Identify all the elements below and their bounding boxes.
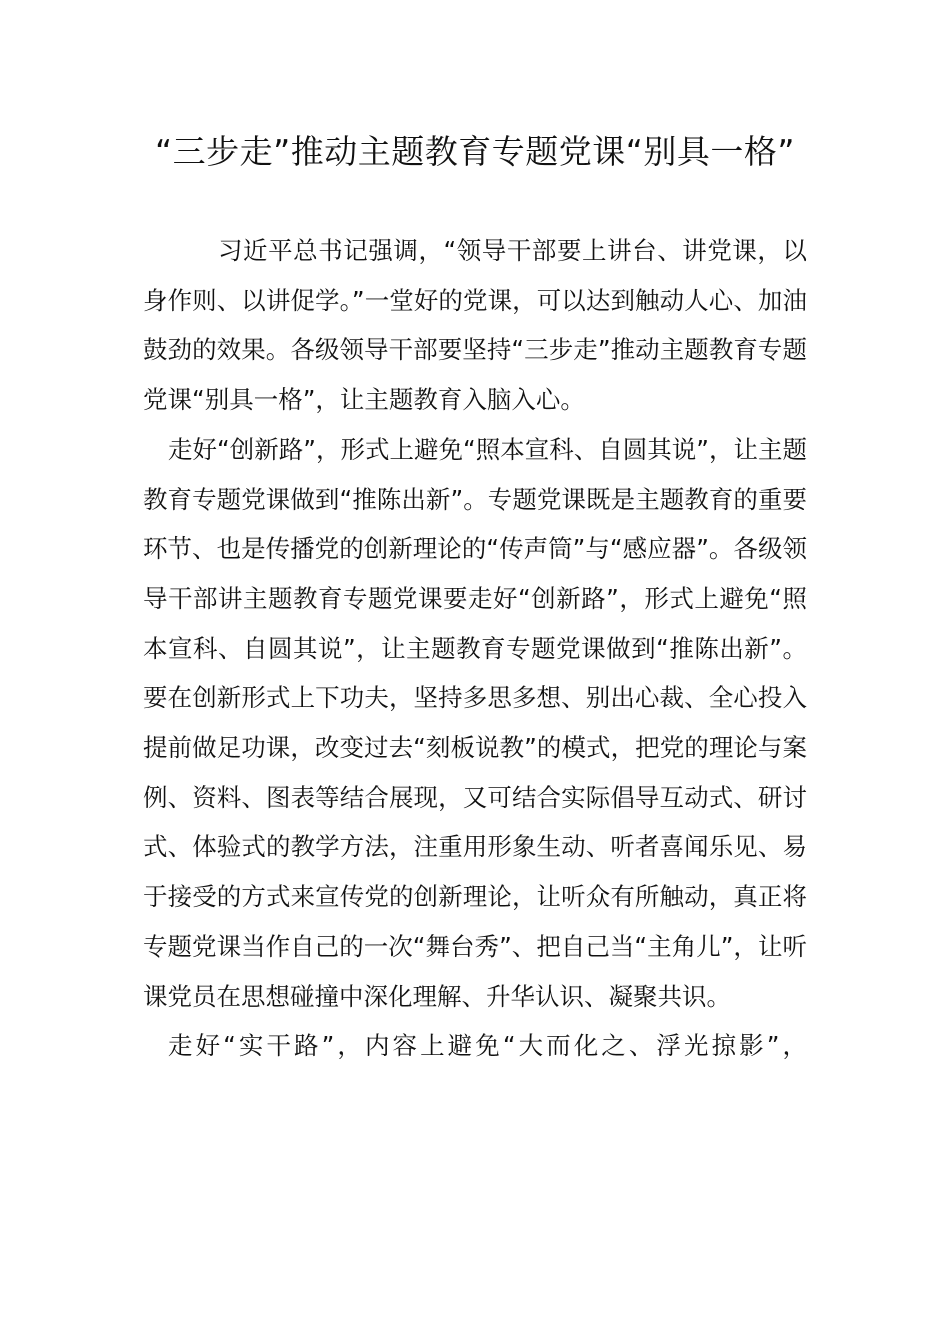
document-title: “三步走”推动主题教育专题党课“别具一格” (155, 132, 795, 171)
document-body (143, 226, 807, 1071)
paragraph-innovation-path: 走好“创新路”，形式上避免“照本宣科、自圆其说”，让主题教育专题党课做到“推陈出新”。专题党课既是主题教育的重要环节、也是传播党的创新理论的“传声筒”与“感应器”。各级领导干部讲主题教育专题党课要走好“创新路”，形式上避免“照本宣科、自圆其说”，让主题教育专题党课做到“推陈出新”。要在创新形式上下功夫，坚持多思多想、别出心裁、全心投入提前做足功课，改变过去“刻板说教”的模式，把党的理论与案例、资料、图表等结合展现，又可结合实际倡导互动式、研讨式、体验式的教学方法，注重用形象生动、听者喜闻乐见、易于接受的方式来宣传党的创新理论，让听众有所触动，真正将专题党课当作自己的一次“舞台秀”、把自己当“主角儿”，让听课党员在思想碰撞中深化理解、升华认识、凝聚共识。 (143, 434, 807, 1011)
paragraph-intro: 习近平总书记强调，“领导干部要上讲台、讲党课，以身作则、以讲促学。”一堂好的党课，可以达到触动人心、加油鼓劲的效果。各级领导干部要坚持“三步走”推动主题教育专题党课“别具一格”，让主题教育入脑入心。 (143, 236, 807, 415)
paragraph-practical-path: 走好“实干路”，内容上避免“大而化之、浮光掠影”， (168, 1031, 807, 1061)
